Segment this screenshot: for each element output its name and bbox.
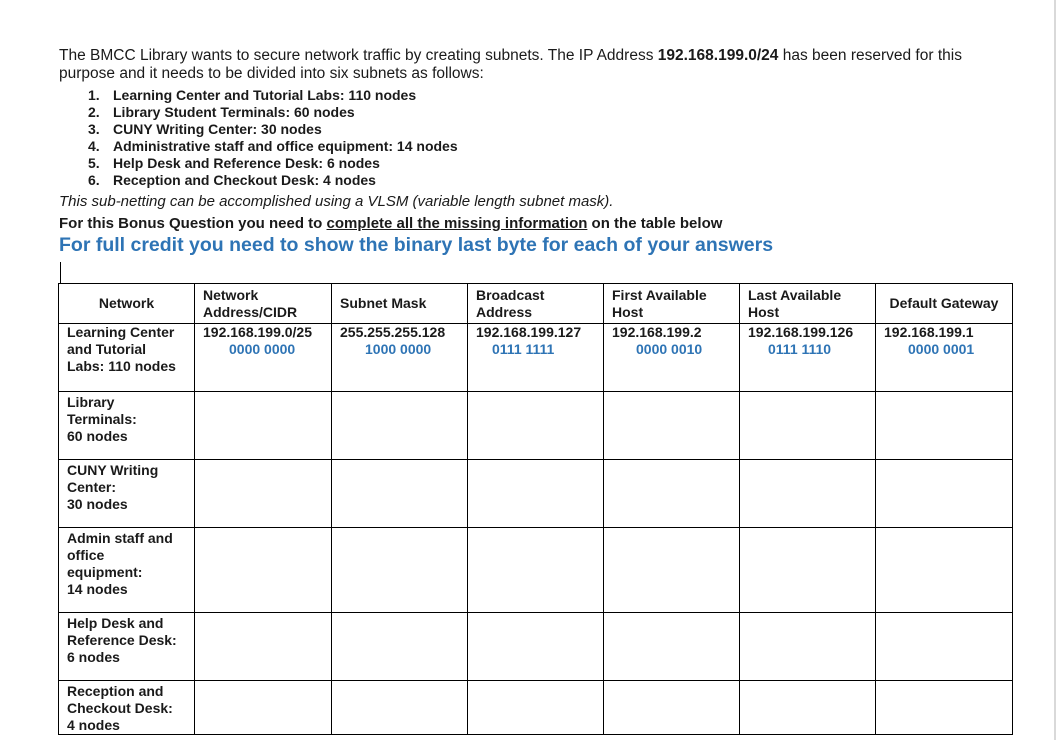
header-first-host: First Available Host xyxy=(604,284,740,324)
broadcast-cell[interactable]: 192.168.199.127 0111 1111 xyxy=(468,324,604,392)
table-row xyxy=(59,460,1013,528)
address-cell[interactable] xyxy=(195,460,332,528)
mask-cell[interactable] xyxy=(332,460,468,528)
mask-cell[interactable] xyxy=(332,681,468,735)
table-row xyxy=(59,392,1013,460)
intro-paragraph: The BMCC Library wants to secure network traffic by creating subnets. The IP Address 192.168.199.0/24 has been reserved for this purpose and it needs to be divided into six subnets as follows: xyxy=(59,47,962,82)
first-host-cell[interactable] xyxy=(604,528,740,613)
network-cell: CUNY Writing Center: 30 nodes xyxy=(59,460,195,528)
list-item: 6. Reception and Checkout Desk: 4 nodes xyxy=(88,172,376,188)
network-cell: Library Terminals: 60 nodes xyxy=(59,392,195,460)
last-host-cell[interactable] xyxy=(740,613,876,681)
broadcast-cell[interactable] xyxy=(468,613,604,681)
list-item: 4. Administrative staff and office equipment: 14 nodes xyxy=(88,138,458,154)
list-item: 2. Library Student Terminals: 60 nodes xyxy=(88,104,355,120)
mask-cell[interactable] xyxy=(332,613,468,681)
list-item: 5. Help Desk and Reference Desk: 6 nodes xyxy=(88,155,380,171)
network-cell: Learning Center and Tutorial Labs: 110 nodes xyxy=(59,324,195,392)
first-host-cell[interactable] xyxy=(604,613,740,681)
last-host-cell[interactable] xyxy=(740,681,876,735)
broadcast-cell[interactable] xyxy=(468,681,604,735)
gateway-cell[interactable]: 192.168.199.1 0000 0001 xyxy=(876,324,1013,392)
list-item: 1. Learning Center and Tutorial Labs: 110 nodes xyxy=(88,87,417,103)
header-gateway: Default Gateway xyxy=(876,284,1013,324)
network-cell: Reception and Checkout Desk: 4 nodes xyxy=(59,681,195,735)
gateway-cell[interactable] xyxy=(876,681,1013,735)
ip-block: 192.168.199.0/24 xyxy=(657,47,779,64)
table-row xyxy=(59,613,1013,681)
broadcast-cell[interactable] xyxy=(468,528,604,613)
address-cell[interactable] xyxy=(195,613,332,681)
bonus-instruction: For this Bonus Question you need to complete all the missing information on the table below xyxy=(59,215,723,232)
credit-note: For full credit you need to show the binary last byte for each of your answers xyxy=(59,234,774,256)
header-broadcast: Broadcast Address xyxy=(468,284,604,324)
address-cell[interactable] xyxy=(195,528,332,613)
first-host-cell[interactable] xyxy=(604,392,740,460)
list-item: 3. CUNY Writing Center: 30 nodes xyxy=(88,121,322,137)
mask-cell[interactable] xyxy=(332,528,468,613)
text-cursor[interactable] xyxy=(60,262,61,283)
last-host-cell[interactable]: 192.168.199.126 0111 1110 xyxy=(740,324,876,392)
gateway-cell[interactable] xyxy=(876,528,1013,613)
address-cell[interactable] xyxy=(195,681,332,735)
table-row xyxy=(59,681,1013,735)
table-row xyxy=(59,324,1013,392)
gateway-cell[interactable] xyxy=(876,613,1013,681)
last-host-cell[interactable] xyxy=(740,528,876,613)
last-host-cell[interactable] xyxy=(740,392,876,460)
gateway-cell[interactable] xyxy=(876,392,1013,460)
first-host-cell[interactable] xyxy=(604,681,740,735)
address-cell[interactable]: 192.168.199.0/25 0000 0000 xyxy=(195,324,332,392)
gateway-cell[interactable] xyxy=(876,460,1013,528)
table-header-row xyxy=(59,284,1013,324)
last-host-cell[interactable] xyxy=(740,460,876,528)
network-cell: Help Desk and Reference Desk: 6 nodes xyxy=(59,613,195,681)
table-row xyxy=(59,528,1013,613)
requirements-list xyxy=(88,87,458,189)
broadcast-cell[interactable] xyxy=(468,392,604,460)
mask-cell[interactable] xyxy=(332,392,468,460)
network-cell: Admin staff and office equipment: 14 nodes xyxy=(59,528,195,613)
vlsm-note: This sub-netting can be accomplished using a VLSM (variable length subnet mask). xyxy=(59,193,614,210)
subnet-table xyxy=(58,283,1013,735)
mask-cell[interactable]: 255.255.255.128 1000 0000 xyxy=(332,324,468,392)
header-last-host: Last Available Host xyxy=(740,284,876,324)
first-host-cell[interactable] xyxy=(604,460,740,528)
header-mask: Subnet Mask xyxy=(332,284,468,324)
address-cell[interactable] xyxy=(195,392,332,460)
first-host-cell[interactable]: 192.168.199.2 0000 0010 xyxy=(604,324,740,392)
header-network: Network xyxy=(59,284,195,324)
header-address: Network Address/CIDR xyxy=(195,284,332,324)
broadcast-cell[interactable] xyxy=(468,460,604,528)
